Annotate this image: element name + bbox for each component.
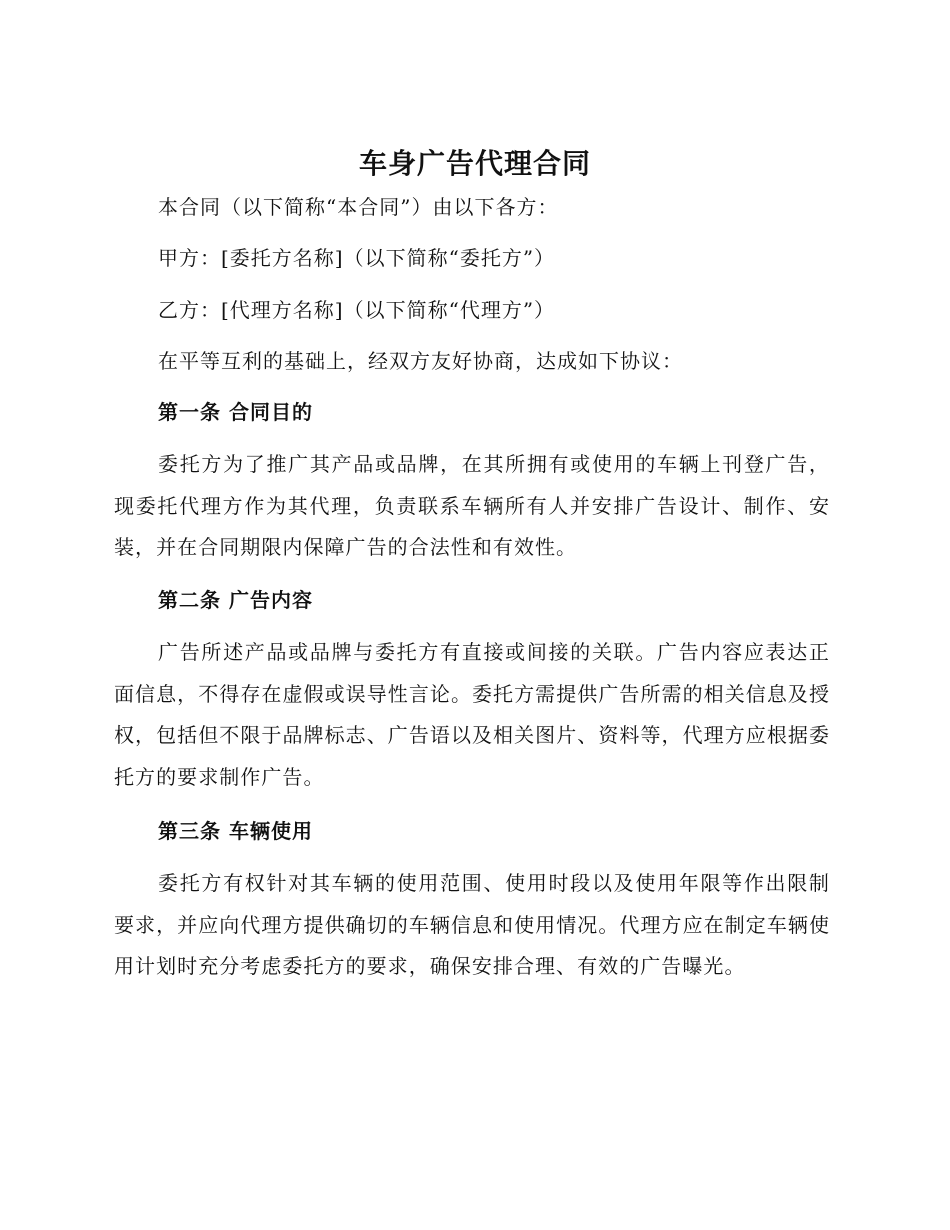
section-body-2: 广告所述产品或品牌与委托方有直接或间接的关联。广告内容应表达正面信息，不得存在虚假或误导性言论。委托方需提供广告所需的相关信息及授权，包括但不限于品牌标志、广告语以及相关图片、资料等，代理方应根据委托方的要求制作广告。 (114, 640, 830, 789)
party-b-line: 乙方：[代理方名称]（以下简称“代理方”） (158, 298, 556, 322)
preamble-line: 在平等互利的基础上，经双方友好协商，达成如下协议： (158, 349, 683, 373)
section-heading-3: 第三条 车辆使用 (158, 819, 313, 843)
section-heading-2: 第二条 广告内容 (158, 588, 313, 612)
section-heading-1: 第一条 合同目的 (158, 400, 313, 424)
intro-line: 本合同（以下简称“本合同”）由以下各方： (158, 195, 559, 219)
document-title: 车身广告代理合同 (358, 147, 591, 180)
section-body-3: 委托方有权针对其车辆的使用范围、使用时段以及使用年限等作出限制要求，并应向代理方提供确切的车辆信息和使用情况。代理方应在制定车辆使用计划时充分考虑委托方的要求，确保安排合理、有效的广告曝光。 (114, 871, 830, 978)
section-body-1: 委托方为了推广其产品或品牌，在其所拥有或使用的车辆上刊登广告，现委托代理方作为其代理，负责联系车辆所有人并安排广告设计、制作、安装，并在合同期限内保障广告的合法性和有效性。 (114, 452, 830, 559)
party-a-line: 甲方：[委托方名称]（以下简称“委托方”） (158, 246, 556, 270)
